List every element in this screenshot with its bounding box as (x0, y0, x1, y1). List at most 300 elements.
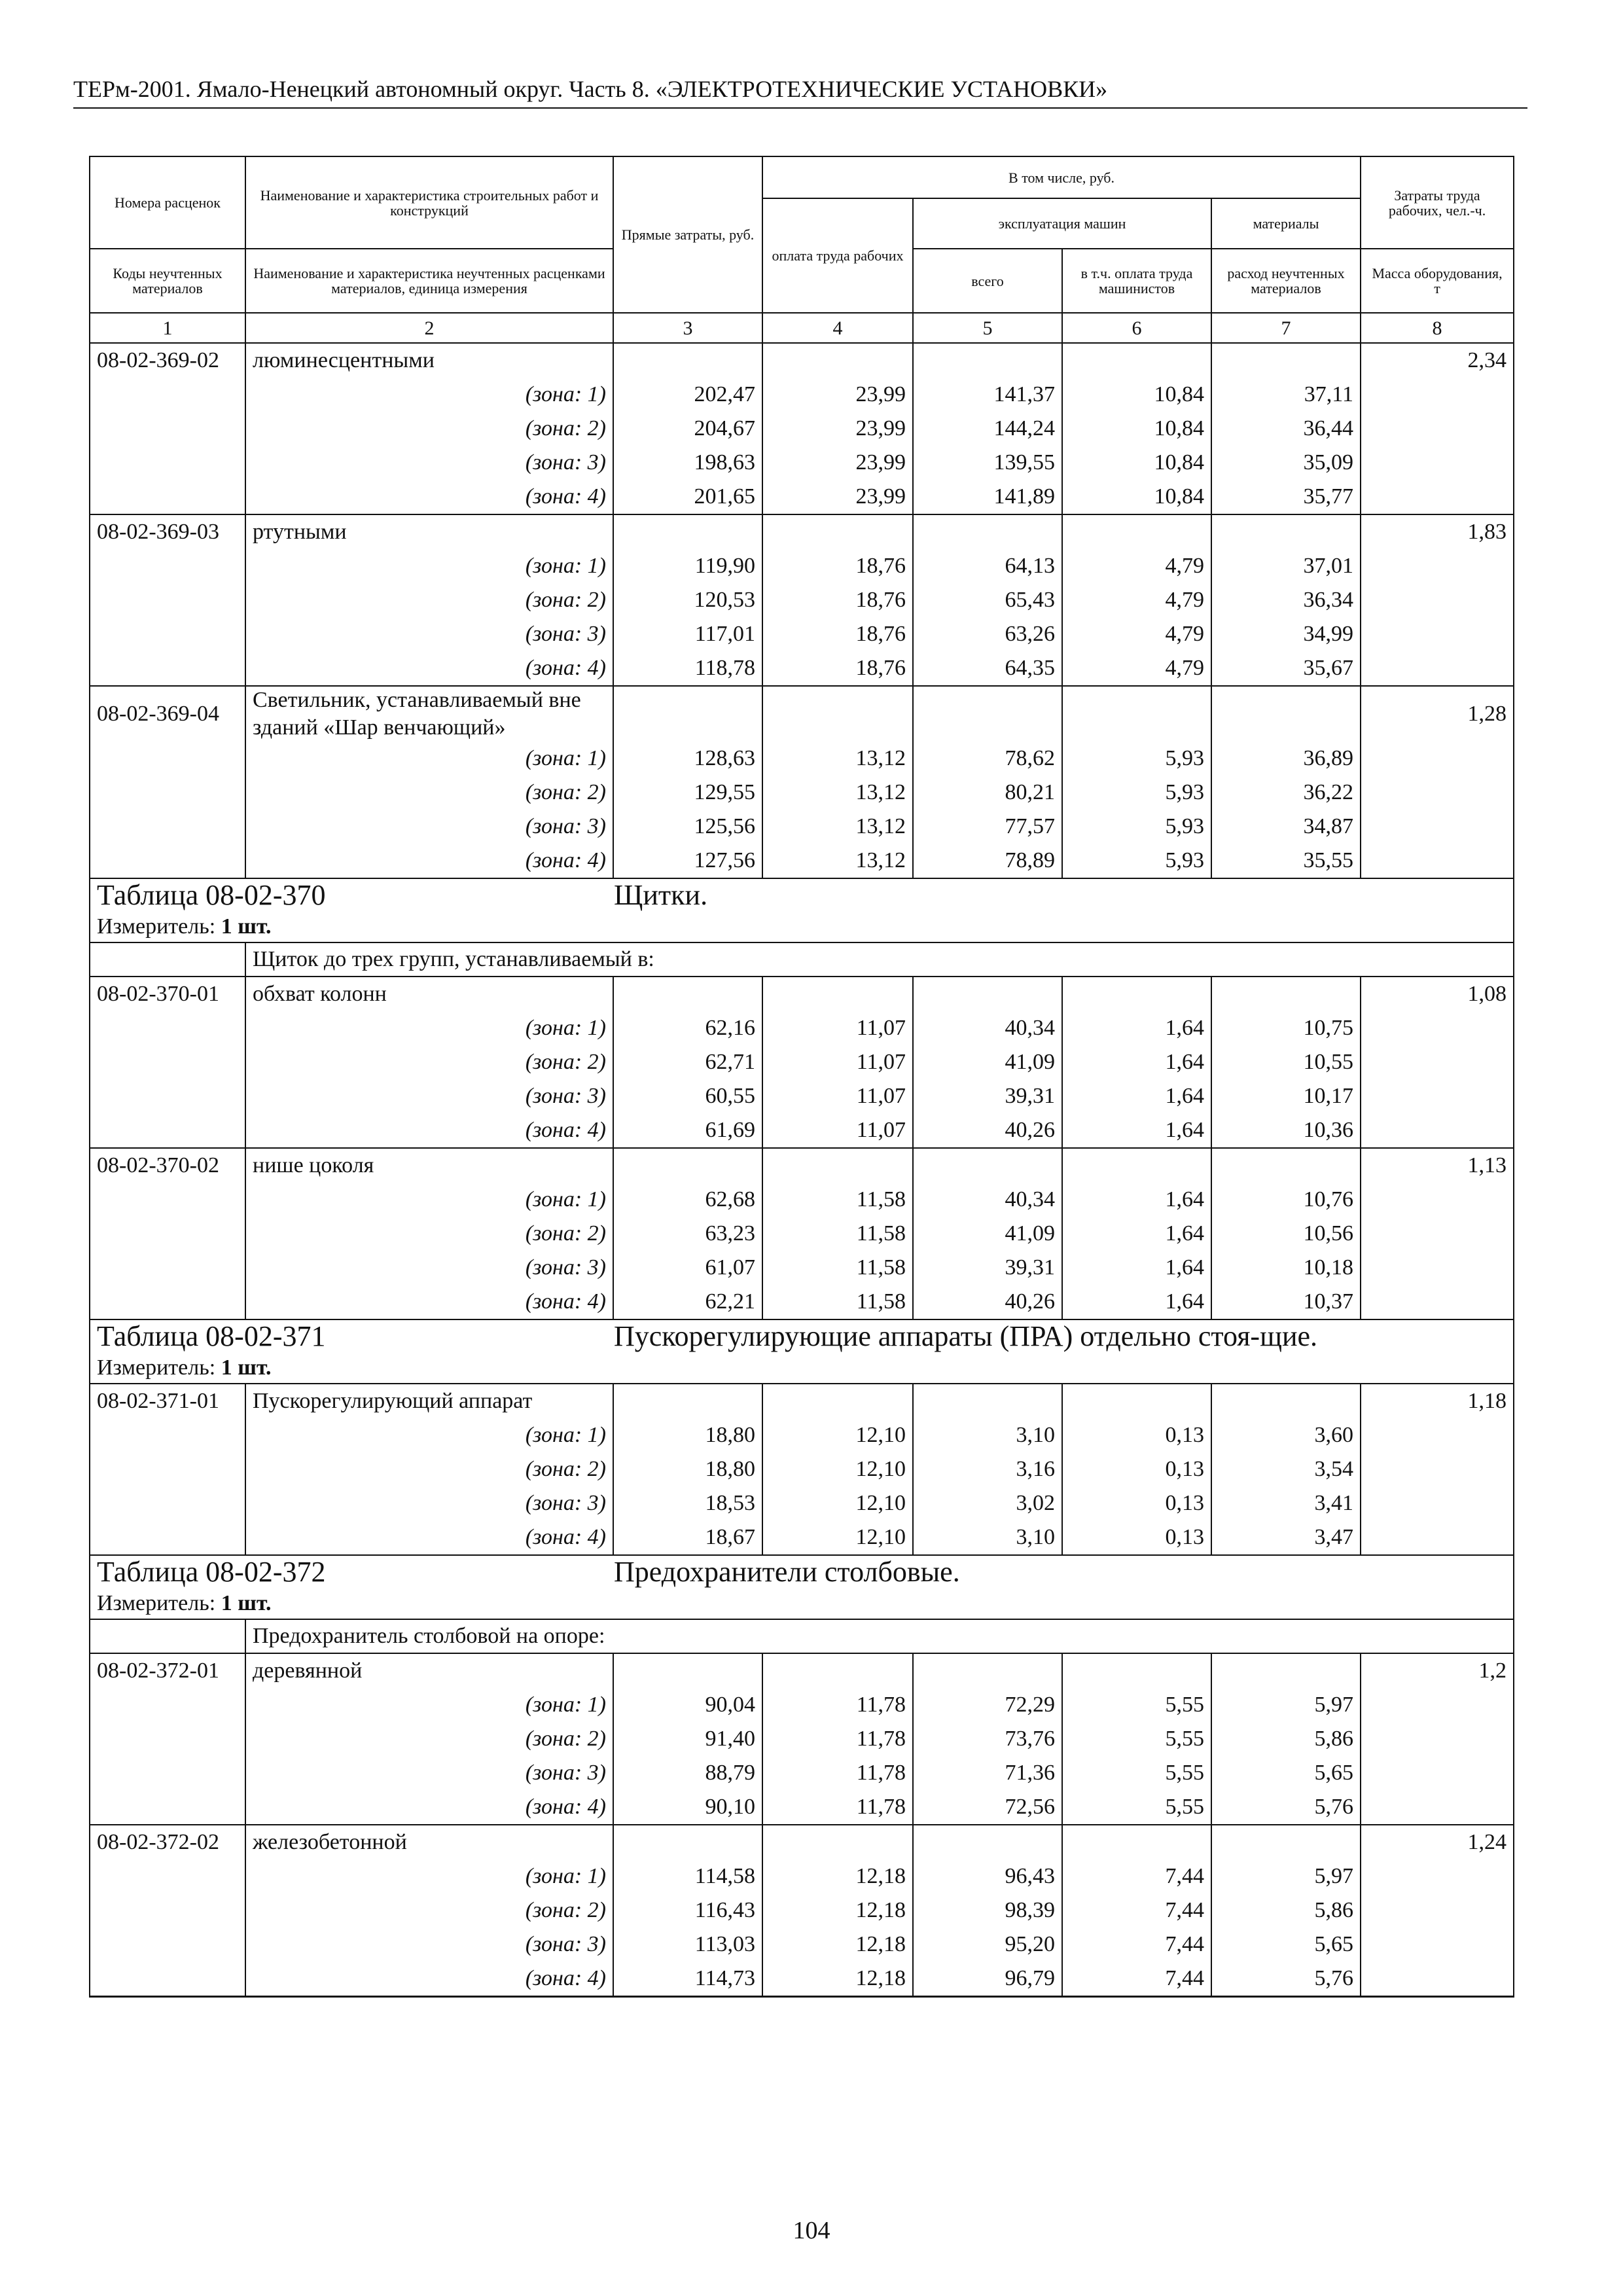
direct-costs: 60,55 (613, 1079, 762, 1113)
operator-pay: 5,93 (1062, 844, 1211, 878)
column-number: 1 (90, 313, 245, 343)
zone-label: (зона: 1) (245, 1011, 613, 1045)
table-name: Предохранители столбовые. (614, 1556, 960, 1588)
zone-row (90, 446, 1514, 480)
zone-row (90, 844, 1514, 878)
zone-row (90, 1962, 1514, 1997)
zone-label: (зона: 1) (245, 1859, 613, 1893)
worker-pay: 11,07 (762, 1045, 913, 1079)
zone-label: (зона: 4) (245, 1790, 613, 1825)
header-material-names: Наименование и характеристика неучтенных расценками материалов, единица измерения (245, 249, 613, 313)
materials: 3,60 (1211, 1418, 1361, 1452)
worker-pay: 12,18 (762, 1928, 913, 1962)
materials: 5,76 (1211, 1962, 1361, 1997)
worker-pay: 12,10 (762, 1486, 913, 1520)
zone-label: (зона: 1) (245, 1418, 613, 1452)
table-row (90, 1148, 1514, 1183)
machines-total: 96,79 (913, 1962, 1062, 1997)
operator-pay: 10,84 (1062, 480, 1211, 514)
zone-label: (зона: 2) (245, 1722, 613, 1756)
operator-pay: 5,55 (1062, 1756, 1211, 1790)
materials: 10,55 (1211, 1045, 1361, 1079)
machines-total: 65,43 (913, 583, 1062, 617)
equipment-mass: 1,13 (1361, 1148, 1514, 1183)
materials: 36,22 (1211, 776, 1361, 810)
zone-label: (зона: 4) (245, 1520, 613, 1555)
measure-label: Измеритель: (97, 1591, 216, 1615)
direct-costs: 198,63 (613, 446, 762, 480)
worker-pay: 23,99 (762, 446, 913, 480)
machines-total: 40,34 (913, 1011, 1062, 1045)
direct-costs: 18,80 (613, 1418, 762, 1452)
materials: 10,17 (1211, 1079, 1361, 1113)
zone-label: (зона: 1) (245, 378, 613, 412)
materials: 5,97 (1211, 1859, 1361, 1893)
header-labor-costs: Затраты труда рабочих, чел.-ч. (1361, 156, 1514, 249)
worker-pay: 11,58 (762, 1251, 913, 1285)
table-row (90, 1653, 1514, 1688)
operator-pay: 7,44 (1062, 1859, 1211, 1893)
machines-total: 72,56 (913, 1790, 1062, 1825)
table-row (90, 686, 1514, 742)
zone-label: (зона: 4) (245, 651, 613, 686)
machines-total: 144,24 (913, 412, 1062, 446)
operator-pay: 0,13 (1062, 1452, 1211, 1486)
zone-label: (зона: 4) (245, 1113, 613, 1148)
direct-costs: 114,58 (613, 1859, 762, 1893)
machines-total: 78,62 (913, 742, 1062, 776)
machines-total: 41,09 (913, 1045, 1062, 1079)
rates-table (89, 156, 1514, 1998)
direct-costs: 202,47 (613, 378, 762, 412)
worker-pay: 11,78 (762, 1688, 913, 1722)
materials: 35,55 (1211, 844, 1361, 878)
group-title: Щиток до трех групп, устанавливаемый в: (245, 942, 1514, 977)
header-machines-total: всего (913, 249, 1062, 313)
operator-pay: 1,64 (1062, 1285, 1211, 1319)
materials: 35,67 (1211, 651, 1361, 686)
table-row (90, 977, 1514, 1011)
machines-total: 40,26 (913, 1285, 1062, 1319)
direct-costs: 119,90 (613, 549, 762, 583)
zone-label: (зона: 3) (245, 617, 613, 651)
worker-pay: 11,07 (762, 1079, 913, 1113)
worker-pay: 23,99 (762, 412, 913, 446)
measure-row (90, 1353, 1514, 1384)
worker-pay: 12,10 (762, 1418, 913, 1452)
header-operator-pay: в т.ч. оплата труда машинистов (1062, 249, 1211, 313)
operator-pay: 1,64 (1062, 1079, 1211, 1113)
materials: 3,47 (1211, 1520, 1361, 1555)
materials: 36,89 (1211, 742, 1361, 776)
machines-total: 72,29 (913, 1688, 1062, 1722)
operator-pay: 4,79 (1062, 617, 1211, 651)
operator-pay: 1,64 (1062, 1113, 1211, 1148)
machines-total: 64,13 (913, 549, 1062, 583)
machines-total: 98,39 (913, 1893, 1062, 1928)
zone-label: (зона: 4) (245, 480, 613, 514)
zone-label: (зона: 1) (245, 742, 613, 776)
worker-pay: 11,07 (762, 1113, 913, 1148)
machines-total: 78,89 (913, 844, 1062, 878)
worker-pay: 18,76 (762, 549, 913, 583)
worker-pay: 13,12 (762, 810, 913, 844)
direct-costs: 201,65 (613, 480, 762, 514)
worker-pay: 12,18 (762, 1859, 913, 1893)
machines-total: 141,89 (913, 480, 1062, 514)
header-materials: материалы (1211, 198, 1361, 249)
table-row (90, 343, 1514, 378)
zone-row (90, 1285, 1514, 1319)
worker-pay: 18,76 (762, 617, 913, 651)
table-name: Пускорегулирующие аппараты (ПРА) отдельно стоя-щие. (614, 1320, 1318, 1352)
measure-value: 1 шт. (221, 914, 272, 939)
rate-code: 08-02-369-04 (90, 686, 245, 742)
zone-row (90, 583, 1514, 617)
direct-costs: 91,40 (613, 1722, 762, 1756)
rate-name: ртутными (245, 514, 613, 549)
zone-row (90, 1928, 1514, 1962)
equipment-mass: 1,18 (1361, 1384, 1514, 1418)
table-title-row (90, 1555, 1514, 1588)
direct-costs: 62,21 (613, 1285, 762, 1319)
zone-row (90, 1217, 1514, 1251)
worker-pay: 13,12 (762, 844, 913, 878)
direct-costs: 118,78 (613, 651, 762, 686)
group-title: Предохранитель столбовой на опоре: (245, 1619, 1514, 1653)
rate-name: обхват колонн (245, 977, 613, 1011)
operator-pay: 10,84 (1062, 412, 1211, 446)
zone-row (90, 1183, 1514, 1217)
header-material-consumption: расход неучтенных материалов (1211, 249, 1361, 313)
zone-label: (зона: 3) (245, 1756, 613, 1790)
rate-code: 08-02-370-02 (90, 1148, 245, 1183)
table-row (90, 1384, 1514, 1418)
zone-label: (зона: 3) (245, 1079, 613, 1113)
operator-pay: 10,84 (1062, 378, 1211, 412)
column-number: 7 (1211, 313, 1361, 343)
column-number: 3 (613, 313, 762, 343)
worker-pay: 12,10 (762, 1520, 913, 1555)
zone-row (90, 1251, 1514, 1285)
direct-costs: 18,67 (613, 1520, 762, 1555)
worker-pay: 13,12 (762, 742, 913, 776)
materials: 10,76 (1211, 1183, 1361, 1217)
materials: 10,36 (1211, 1113, 1361, 1148)
table-number: Таблица 08-02-371 (97, 1320, 326, 1352)
machines-total: 63,26 (913, 617, 1062, 651)
rate-name: Светильник, устанавливаемый вне зданий «Шар венчающий» (245, 686, 613, 742)
direct-costs: 128,63 (613, 742, 762, 776)
zone-label: (зона: 2) (245, 1893, 613, 1928)
machines-total: 77,57 (913, 810, 1062, 844)
measure-row (90, 1588, 1514, 1619)
rate-name: железобетонной (245, 1825, 613, 1859)
zone-row (90, 549, 1514, 583)
machines-total: 141,37 (913, 378, 1062, 412)
measure-label: Измеритель: (97, 914, 216, 939)
zone-row (90, 1452, 1514, 1486)
worker-pay: 23,99 (762, 378, 913, 412)
zone-label: (зона: 2) (245, 1045, 613, 1079)
zone-row (90, 651, 1514, 686)
worker-pay: 11,78 (762, 1790, 913, 1825)
operator-pay: 5,55 (1062, 1688, 1211, 1722)
machines-total: 80,21 (913, 776, 1062, 810)
machines-total: 95,20 (913, 1928, 1062, 1962)
direct-costs: 114,73 (613, 1962, 762, 1997)
worker-pay: 11,07 (762, 1011, 913, 1045)
operator-pay: 7,44 (1062, 1928, 1211, 1962)
materials: 5,86 (1211, 1893, 1361, 1928)
column-number: 4 (762, 313, 913, 343)
header-equipment-mass: Масса оборудования, т (1361, 249, 1514, 313)
machines-total: 139,55 (913, 446, 1062, 480)
zone-label: (зона: 3) (245, 1486, 613, 1520)
zone-row (90, 776, 1514, 810)
direct-costs: 129,55 (613, 776, 762, 810)
machines-total: 40,34 (913, 1183, 1062, 1217)
worker-pay: 12,18 (762, 1893, 913, 1928)
zone-label: (зона: 3) (245, 1251, 613, 1285)
direct-costs: 18,53 (613, 1486, 762, 1520)
header-worker-pay: оплата труда рабочих (762, 198, 913, 313)
header-material-codes: Коды неучтенных материалов (90, 249, 245, 313)
materials: 34,87 (1211, 810, 1361, 844)
materials: 10,56 (1211, 1217, 1361, 1251)
materials: 34,99 (1211, 617, 1361, 651)
direct-costs: 90,10 (613, 1790, 762, 1825)
equipment-mass: 1,2 (1361, 1653, 1514, 1688)
zone-row (90, 1893, 1514, 1928)
zone-row (90, 1079, 1514, 1113)
operator-pay: 4,79 (1062, 549, 1211, 583)
direct-costs: 62,68 (613, 1183, 762, 1217)
direct-costs: 61,69 (613, 1113, 762, 1148)
machines-total: 73,76 (913, 1722, 1062, 1756)
rate-code: 08-02-369-03 (90, 514, 245, 549)
direct-costs: 120,53 (613, 583, 762, 617)
zone-row (90, 1688, 1514, 1722)
zone-row (90, 1859, 1514, 1893)
rate-name: нише цоколя (245, 1148, 613, 1183)
rate-code: 08-02-372-02 (90, 1825, 245, 1859)
materials: 5,76 (1211, 1790, 1361, 1825)
rate-code: 08-02-372-01 (90, 1653, 245, 1688)
worker-pay: 18,76 (762, 583, 913, 617)
materials: 36,44 (1211, 412, 1361, 446)
operator-pay: 1,64 (1062, 1011, 1211, 1045)
direct-costs: 116,43 (613, 1893, 762, 1928)
direct-costs: 117,01 (613, 617, 762, 651)
worker-pay: 11,58 (762, 1217, 913, 1251)
measure-label: Измеритель: (97, 1355, 216, 1380)
header-direct-costs: Прямые затраты, руб. (613, 156, 762, 313)
equipment-mass: 1,28 (1361, 686, 1514, 742)
zone-label: (зона: 1) (245, 1183, 613, 1217)
machines-total: 3,16 (913, 1452, 1062, 1486)
rate-name: Пускорегулирующий аппарат (245, 1384, 613, 1418)
table-name: Щитки. (614, 879, 708, 911)
equipment-mass: 1,24 (1361, 1825, 1514, 1859)
machines-total: 71,36 (913, 1756, 1062, 1790)
zone-label: (зона: 1) (245, 549, 613, 583)
zone-label: (зона: 4) (245, 1285, 613, 1319)
operator-pay: 10,84 (1062, 446, 1211, 480)
column-number: 5 (913, 313, 1062, 343)
zone-label: (зона: 2) (245, 776, 613, 810)
table-title-row (90, 878, 1514, 912)
materials: 10,37 (1211, 1285, 1361, 1319)
materials: 5,65 (1211, 1756, 1361, 1790)
operator-pay: 4,79 (1062, 651, 1211, 686)
materials: 5,97 (1211, 1688, 1361, 1722)
operator-pay: 5,55 (1062, 1790, 1211, 1825)
operator-pay: 5,93 (1062, 810, 1211, 844)
zone-row (90, 412, 1514, 446)
measure-value: 1 шт. (221, 1591, 272, 1615)
zone-row (90, 617, 1514, 651)
equipment-mass: 1,08 (1361, 977, 1514, 1011)
direct-costs: 113,03 (613, 1928, 762, 1962)
zone-label: (зона: 3) (245, 446, 613, 480)
zone-row (90, 810, 1514, 844)
page-header: ТЕРм-2001. Ямало-Ненецкий автономный округ. Часть 8. «ЭЛЕКТРОТЕХНИЧЕСКИЕ УСТАНОВКИ» (73, 73, 1527, 109)
worker-pay: 13,12 (762, 776, 913, 810)
operator-pay: 0,13 (1062, 1486, 1211, 1520)
table-body (90, 343, 1514, 1997)
materials: 3,41 (1211, 1486, 1361, 1520)
machines-total: 41,09 (913, 1217, 1062, 1251)
materials: 5,65 (1211, 1928, 1361, 1962)
zone-row (90, 1486, 1514, 1520)
column-number: 6 (1062, 313, 1211, 343)
zone-row (90, 1418, 1514, 1452)
direct-costs: 18,80 (613, 1452, 762, 1486)
column-number: 2 (245, 313, 613, 343)
zone-row (90, 1520, 1514, 1555)
machines-total: 3,02 (913, 1486, 1062, 1520)
rate-code: 08-02-369-02 (90, 343, 245, 378)
operator-pay: 5,55 (1062, 1722, 1211, 1756)
materials: 35,09 (1211, 446, 1361, 480)
zone-row (90, 378, 1514, 412)
zone-row (90, 742, 1514, 776)
zone-row (90, 1756, 1514, 1790)
rate-code: 08-02-370-01 (90, 977, 245, 1011)
materials: 37,11 (1211, 378, 1361, 412)
direct-costs: 63,23 (613, 1217, 762, 1251)
machines-total: 96,43 (913, 1859, 1062, 1893)
zone-label: (зона: 3) (245, 810, 613, 844)
zone-row (90, 1045, 1514, 1079)
rate-code: 08-02-371-01 (90, 1384, 245, 1418)
worker-pay: 12,10 (762, 1452, 913, 1486)
direct-costs: 125,56 (613, 810, 762, 844)
header-machine-operation: эксплуатация машин (913, 198, 1211, 249)
zone-row (90, 480, 1514, 514)
direct-costs: 127,56 (613, 844, 762, 878)
group-row (90, 1619, 1514, 1653)
operator-pay: 5,93 (1062, 742, 1211, 776)
direct-costs: 62,71 (613, 1045, 762, 1079)
table-title-row (90, 1319, 1514, 1353)
direct-costs: 62,16 (613, 1011, 762, 1045)
worker-pay: 11,58 (762, 1183, 913, 1217)
zone-label: (зона: 4) (245, 1962, 613, 1997)
machines-total: 3,10 (913, 1418, 1062, 1452)
worker-pay: 11,78 (762, 1722, 913, 1756)
equipment-mass: 1,83 (1361, 514, 1514, 549)
operator-pay: 7,44 (1062, 1962, 1211, 1997)
zone-label: (зона: 4) (245, 844, 613, 878)
operator-pay: 5,93 (1062, 776, 1211, 810)
direct-costs: 61,07 (613, 1251, 762, 1285)
table-row (90, 514, 1514, 549)
machines-total: 64,35 (913, 651, 1062, 686)
machines-total: 40,26 (913, 1113, 1062, 1148)
table-row (90, 1825, 1514, 1859)
materials: 37,01 (1211, 549, 1361, 583)
operator-pay: 1,64 (1062, 1217, 1211, 1251)
worker-pay: 11,58 (762, 1285, 913, 1319)
zone-label: (зона: 2) (245, 583, 613, 617)
direct-costs: 90,04 (613, 1688, 762, 1722)
operator-pay: 1,64 (1062, 1183, 1211, 1217)
measure-row (90, 912, 1514, 942)
rate-name: люминесцентными (245, 343, 613, 378)
direct-costs: 204,67 (613, 412, 762, 446)
header-rate-numbers: Номера расценок (90, 156, 245, 249)
machines-total: 3,10 (913, 1520, 1062, 1555)
column-number: 8 (1361, 313, 1514, 343)
materials: 5,86 (1211, 1722, 1361, 1756)
page-number: 104 (793, 2217, 830, 2244)
materials: 36,34 (1211, 583, 1361, 617)
machines-total: 39,31 (913, 1079, 1062, 1113)
operator-pay: 4,79 (1062, 583, 1211, 617)
zone-row (90, 1722, 1514, 1756)
zone-label: (зона: 2) (245, 1217, 613, 1251)
equipment-mass: 2,34 (1361, 343, 1514, 378)
header-including: В том числе, руб. (762, 156, 1361, 198)
header-work-name: Наименование и характеристика строительных работ и конструкций (245, 156, 613, 249)
zone-row (90, 1113, 1514, 1148)
zone-label: (зона: 3) (245, 1928, 613, 1962)
table-number: Таблица 08-02-372 (97, 1556, 326, 1588)
materials: 10,18 (1211, 1251, 1361, 1285)
rate-name: деревянной (245, 1653, 613, 1688)
materials: 3,54 (1211, 1452, 1361, 1486)
group-row (90, 942, 1514, 977)
operator-pay: 0,13 (1062, 1418, 1211, 1452)
zone-row (90, 1011, 1514, 1045)
table-header (90, 156, 1514, 343)
materials: 35,77 (1211, 480, 1361, 514)
machines-total: 39,31 (913, 1251, 1062, 1285)
zone-row (90, 1790, 1514, 1825)
table-number: Таблица 08-02-370 (97, 879, 326, 911)
zone-label: (зона: 2) (245, 412, 613, 446)
worker-pay: 18,76 (762, 651, 913, 686)
zone-label: (зона: 1) (245, 1688, 613, 1722)
operator-pay: 0,13 (1062, 1520, 1211, 1555)
operator-pay: 7,44 (1062, 1893, 1211, 1928)
worker-pay: 11,78 (762, 1756, 913, 1790)
materials: 10,75 (1211, 1011, 1361, 1045)
direct-costs: 88,79 (613, 1756, 762, 1790)
operator-pay: 1,64 (1062, 1251, 1211, 1285)
